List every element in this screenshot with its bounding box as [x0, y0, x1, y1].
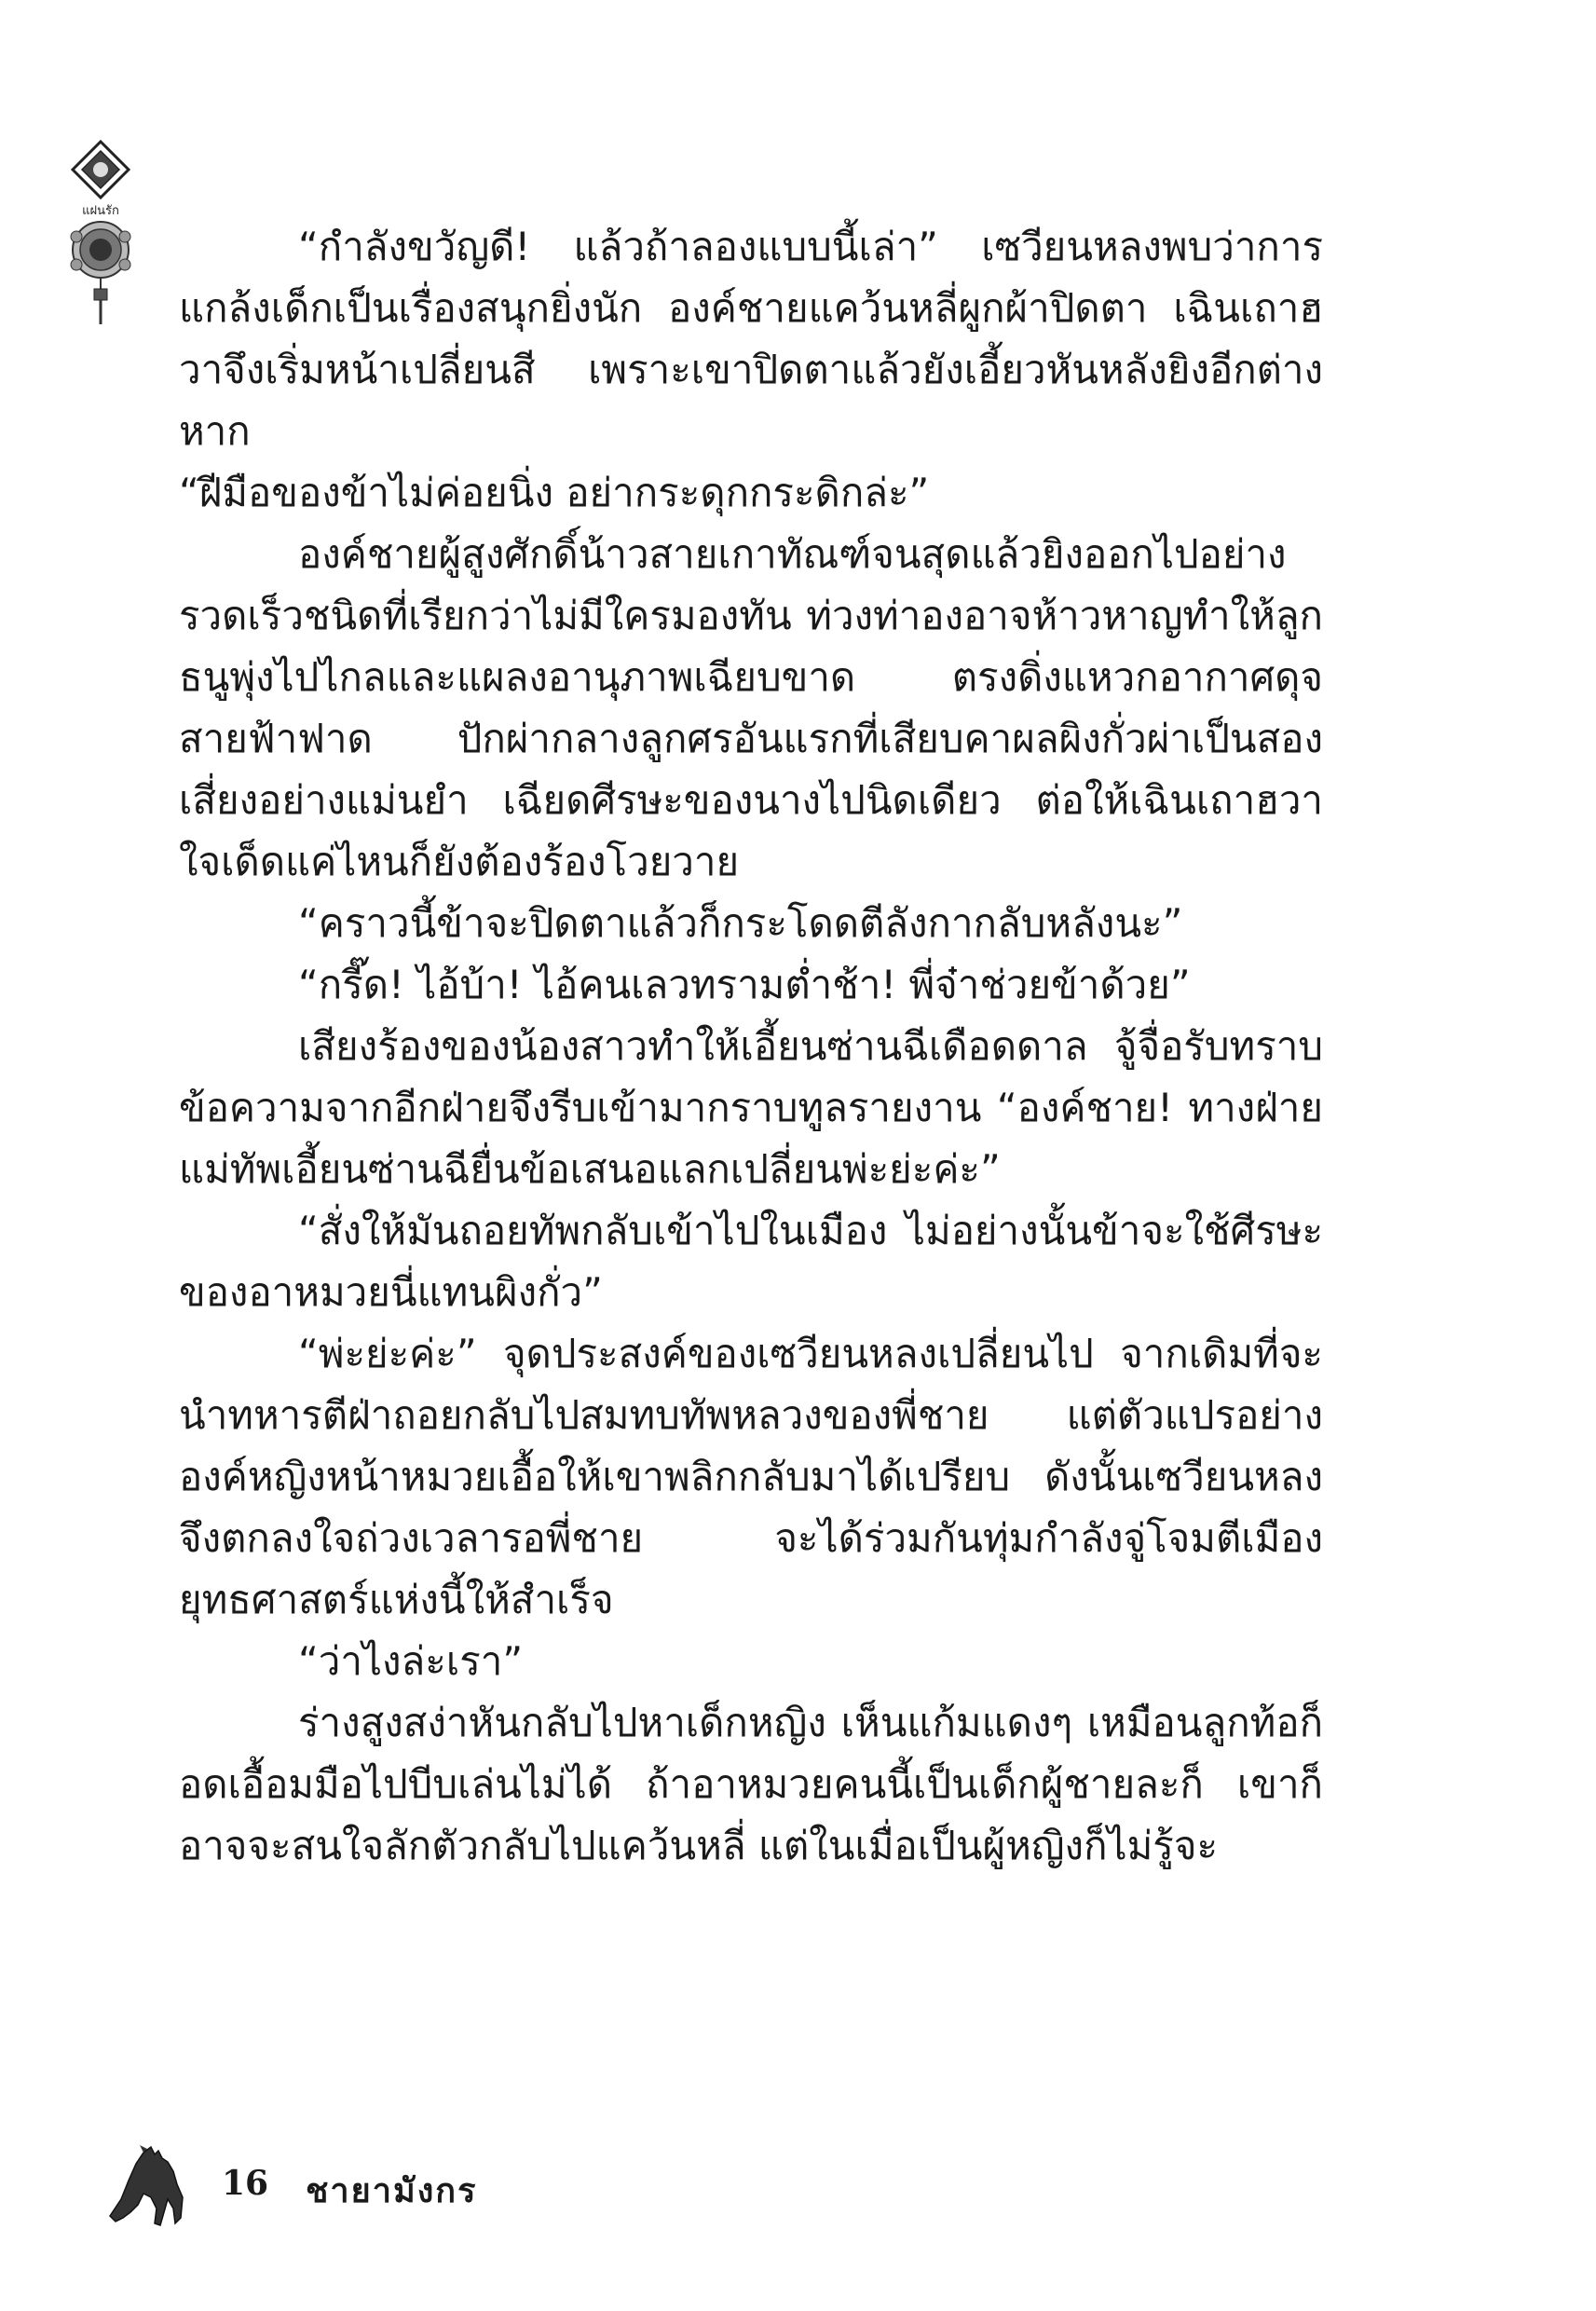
paragraph: “สั่งให้มันถอยทัพกลับเข้าไปในเมือง ไม่อย่างนั้นข้าจะใช้ศีรษะของอาหมวยนี่แทนผิงกั่ว” — [179, 1208, 1323, 1315]
publisher-logo-text: แฝนรัก — [82, 204, 119, 218]
page-number: 16 — [222, 2164, 269, 2203]
publisher-emblem-icon — [63, 140, 138, 326]
paragraph: “ว่าไงล่ะเรา” — [298, 1638, 524, 1684]
page-body — [179, 216, 1323, 1877]
paragraph: “พ่ะย่ะค่ะ” จุดประสงค์ของเซวียนหลงเปลี่ยนไป จากเดิมที่จะนำทหารตีฝ่าถอยกลับไปสมทบทัพหลวงของพี่ชาย แต่ตัวแปรอย่างองค์หญิงหน้าหมวยเอื้อให้เขาพลิกกลับมาได้เปรียบ ดังนั้นเซวียนหลงจึงตกลงใจถ่วงเวลารอพี่ชาย จะได้ร่วมกันทุ่มกำลังจู่โจมตีเมืองยุทธศาสตร์แห่งนี้ให้สำเร็จ — [179, 1331, 1323, 1622]
horse-icon — [102, 2143, 191, 2227]
page-footer — [102, 2143, 662, 2227]
paragraph: เสียงร้องของน้องสาวทำให้เอี้ยนซ่านฉีเดือดดาล จู้จื่อรับทราบข้อความจากอีกฝ่ายจึงรีบเข้ามากราบทูลรายงาน “องค์ชาย! ทางฝ่ายแม่ทัพเอี้ยนซ่านฉียื่นข้อเสนอแลกเปลี่ยนพ่ะย่ะค่ะ” — [179, 1023, 1323, 1192]
paragraph: “กำลังขวัญดี! แล้วถ้าลองแบบนี้เล่า” เซวียนหลงพบว่าการแกล้งเด็กเป็นเรื่องสนุกยิ่งนัก องค์ชายแคว้นหลี่ผูกผ้าปิดตา เฉินเถาฮวาจึงเริ่มหน้าเปลี่ยนสี เพราะเขาปิดตาแล้วยังเอี้ยวหันหลังยิงอีกต่างหาก — [179, 224, 1323, 454]
paragraph: ร่างสูงสง่าหันกลับไปหาเด็กหญิง เห็นแก้มแดงๆ เหมือนลูกท้อก็อดเอื้อมมือไปบีบเล่นไม่ได้ ถ้าอาหมวยคนนี้เป็นเด็กผู้ชายละก็ เขาก็อาจจะสนใจลักตัวกลับไปแคว้นหลี่ แต่ในเมื่อเป็นผู้หญิงก็ไม่รู้จะ — [179, 1700, 1323, 1868]
paragraph: “กรี๊ด! ไอ้บ้า! ไอ้คนเลวทรามต่ำช้า! พี่จ๋าช่วยข้าด้วย” — [298, 962, 1191, 1007]
paragraph: องค์ชายผู้สูงศักดิ์น้าวสายเกาทัณฑ์จนสุดแล้วยิงออกไปอย่างรวดเร็วชนิดที่เรียกว่าไม่มีใครมองทัน ท่วงท่าองอาจห้าวหาญทำให้ลูกธนูพุ่งไปไกลและแผลงอานุภาพเฉียบขาด ตรงดิ่งแหวกอากาศดุจสายฟ้าฟาด ปักผ่ากลางลูกศรอันแรกที่เสียบคาผลผิงกั่วผ่าเป็นสองเสี่ยงอย่างแม่นยำ เฉียดศีรษะของนางไปนิดเดียว ต่อให้เฉินเถาฮวาใจเด็ดแค่ไหนก็ยังต้องร้องโวยวาย — [179, 531, 1323, 884]
publisher-logo — [63, 140, 138, 326]
book-title: ชายามังกร — [306, 2171, 478, 2210]
paragraph: “ฝีมือของข้าไม่ค่อยนิ่ง อย่ากระดุกกระดิกล่ะ” — [179, 470, 930, 515]
paragraph: “คราวนี้ข้าจะปิดตาแล้วก็กระโดดตีลังกากลับหลังนะ” — [298, 900, 1183, 946]
